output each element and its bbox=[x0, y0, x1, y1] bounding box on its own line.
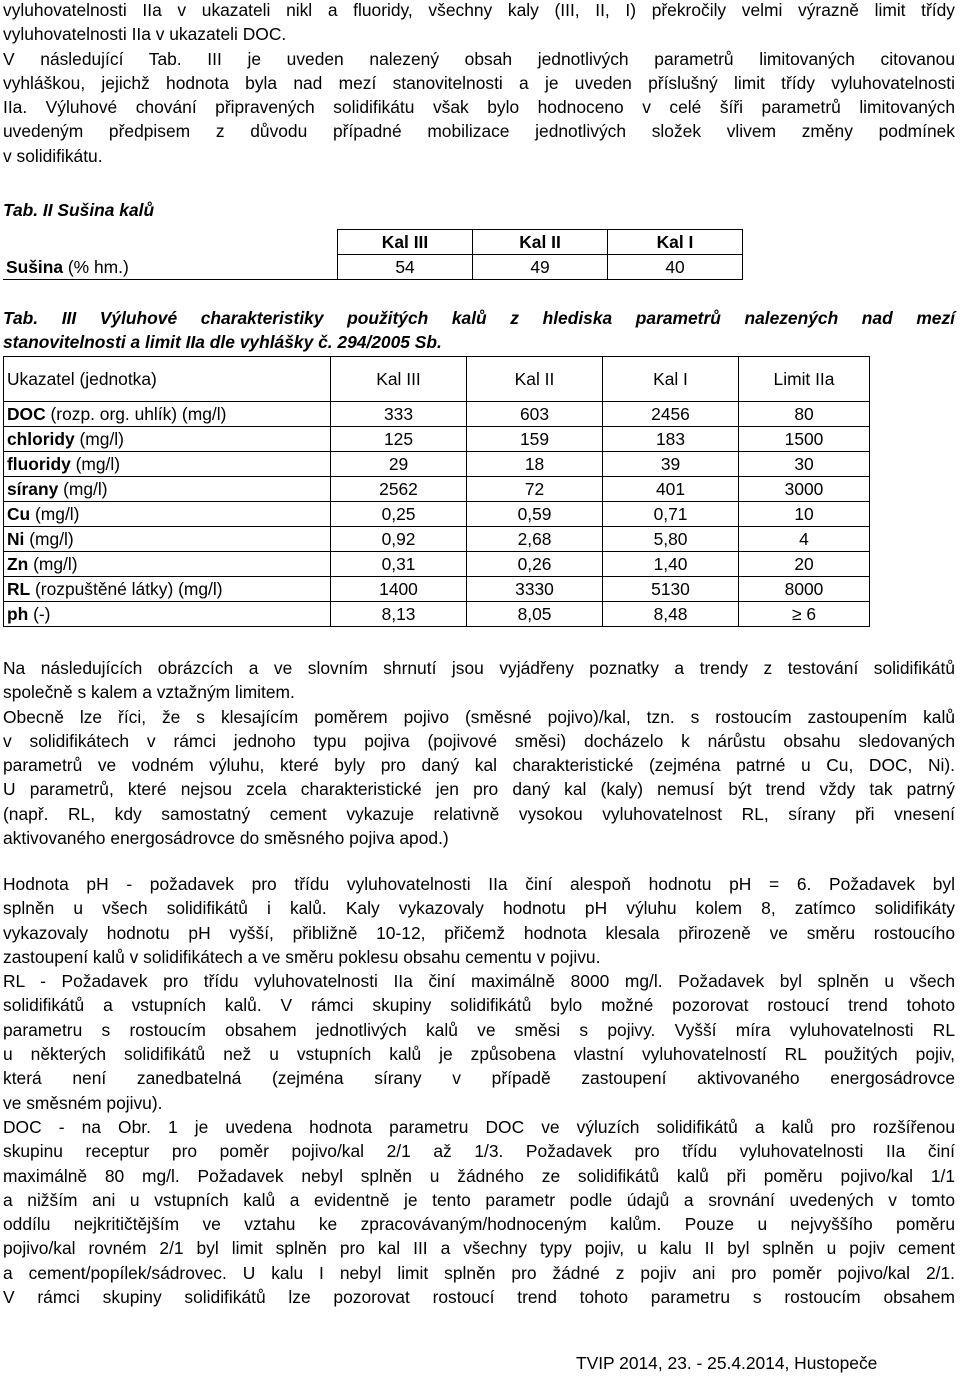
text-line: vyluhovatelnosti IIa v ukazateli DOC. bbox=[3, 24, 287, 45]
text-line: aktivovaného energosádrovce do směsného pojiva apod.) bbox=[3, 828, 449, 849]
text-line: vyhláškou, jejichž hodnota byla nad mezí stanovitelnosti a je uveden příslušný limit třídy vyluhovatelnosti bbox=[3, 72, 955, 93]
text-line: solidifikátů a vstupních kalů. V rámci skupiny solidifikátů bylo možné pozorovat rostoucí trend tohoto bbox=[3, 995, 955, 1016]
text-line: Obecně lze říci, že s klesajícím poměrem pojivo (směsné pojivo)/kal, tzn. s rostoucím zastoupením kalů bbox=[3, 706, 955, 727]
table-row: ph (-) 8,13 8,05 8,48 ≥ 6 bbox=[4, 602, 870, 627]
text-line: DOC - na Obr. 1 je uvedena hodnota parametru DOC ve výluzích solidifikátů a kalů pro rozšířenou bbox=[3, 1116, 955, 1137]
text-line: (např. RL, kdy samostatný cement vykazuje relativně vysokou vyluhovatelnost RL, sírany při vnesení bbox=[3, 803, 955, 824]
table-3-header: Kal III bbox=[331, 357, 467, 402]
text-line: U parametrů, které nejsou zcela charakteristické jen pro daný kal (kaly) nemusí být trend vždy tak patrný bbox=[3, 779, 955, 800]
text-line: v solidifikátu. bbox=[3, 145, 103, 166]
results-paragraph bbox=[3, 872, 955, 1309]
table-row: Ni (mg/l) 0,92 2,68 5,80 4 bbox=[4, 527, 870, 552]
table-3-leaching bbox=[3, 356, 870, 627]
text-line: splněn u všech solidifikátů i kalů. Kaly vykazovaly hodnotu pH výluhu kolem 8, zatímco solidifikáty bbox=[3, 898, 955, 919]
text-line: oddílu nejkritičtějším ve vztahu ke zpracovávaným/hodnoceným kalům. Pouze u nejvyššího poměru bbox=[3, 1214, 955, 1235]
table-2-header: Kal III bbox=[338, 230, 473, 255]
intro-paragraph bbox=[3, 0, 955, 168]
text-line: skupinu receptur pro poměr pojivo/kal 2/1 až 1/3. Požadavek pro třídu vyluhovatelnosti IIa činí bbox=[3, 1141, 955, 1162]
text-line: pojivo/kal rovném 2/1 byl limit splněn pro kal III a všechny typy pojiv, u kalu II byl splněn u pojiv cement bbox=[3, 1238, 955, 1259]
page-footer: TVIP 2014, 23. - 25.4.2014, Hustopeče bbox=[576, 1353, 878, 1373]
table-2-header: Kal I bbox=[608, 230, 743, 255]
text-line: v solidifikátech v rámci jednoho typu pojiva (pojivové směsi) docházelo k nárůstu obsahu sledovaných bbox=[3, 730, 955, 751]
table-2-caption: Tab. II Sušina kalů bbox=[3, 200, 155, 220]
table-3-header: Kal II bbox=[467, 357, 603, 402]
text-line: ve směsném pojivu). bbox=[3, 1092, 163, 1113]
table-2-row-label: Sušina (% hm.) bbox=[3, 255, 338, 280]
table-3-caption: Tab. III Výluhové charakteristiky použitých kalů z hlediska parametrů nalezených nad mezí stanovitelnosti a limit IIa dle vyhlášky č. 294/2005 Sb. bbox=[3, 308, 955, 353]
table-2-corner bbox=[3, 230, 338, 255]
text-line: Na následujících obrázcích a ve slovním shrnutí jsou vyjádřeny poznatky a trendy z testování solidifikátů bbox=[3, 658, 955, 678]
table-3-header: Limit IIa bbox=[739, 357, 870, 402]
text-line: zastoupení kalů v solidifikátech a ve směru poklesu obsahu cementu v pojivu. bbox=[3, 946, 601, 967]
text-line: parametrů ve vodném výluhu, které byly pro daný kal charakteristické (zejména patrné u Cu, DOC, Ni). bbox=[3, 755, 955, 776]
table-row: sírany (mg/l) 2562 72 401 3000 bbox=[4, 477, 870, 502]
text-line: vyluhovatelnosti IIa v ukazateli nikl a fluoridy, všechny kaly (III, II, I) překročily velmi výrazně limit třídy bbox=[3, 0, 955, 20]
text-line: V rámci skupiny solidifikátů lze pozorovat rostoucí trend tohoto parametru s rostoucím obsahem bbox=[3, 1287, 955, 1308]
text-line: parametru s rostoucím obsahem jednotlivých kalů ve směsi s pojivy. Vyšší míra vyluhovatelnosti RL bbox=[3, 1019, 955, 1040]
table-2-header: Kal II bbox=[473, 230, 608, 255]
table-3-header: Ukazatel (jednotka) bbox=[4, 357, 331, 402]
text-line: maximálně 80 mg/l. Požadavek nebyl splněn u žádného ze solidifikátů kalů při poměru pojivo/kal 1/1 bbox=[3, 1165, 955, 1186]
text-line: a nižším ani u vstupních kalů a evidentně je tento parametr podle údajů a srovnání uvedených v tomto bbox=[3, 1189, 955, 1210]
table-row: fluoridy (mg/l) 29 18 39 30 bbox=[4, 452, 870, 477]
text-line: Hodnota pH - požadavek pro třídu vyluhovatelnosti IIa činí alespoň hodnotu pH = 6. Požadavek byl bbox=[3, 874, 955, 894]
text-line: RL - Požadavek pro třídu vyluhovatelnosti IIa činí maximálně 8000 mg/l. Požadavek byl splněn u všech bbox=[3, 971, 955, 992]
table-row: DOC (rozp. org. uhlík) (mg/l) 333 603 2456 80 bbox=[4, 402, 870, 427]
text-line: IIa. Výluhové chování připravených solidifikátu však bylo hodnoceno v celé šíři parametrů limitovaných bbox=[3, 97, 955, 118]
text-line: společně s kalem a vztažným limitem. bbox=[3, 682, 295, 703]
table-2-cell: 49 bbox=[473, 255, 608, 280]
text-line: a cement/popílek/sádrovec. U kalu I nebyl limit splněn pro žádné z pojiv ani pro poměr pojivo/kal 2/1. bbox=[3, 1262, 955, 1283]
table-row: Cu (mg/l) 0,25 0,59 0,71 10 bbox=[4, 502, 870, 527]
text-line: V následující Tab. III je uveden nalezený obsah jednotlivých parametrů limitovaných citovanou bbox=[3, 48, 955, 69]
table-3-header: Kal I bbox=[603, 357, 739, 402]
summary-paragraph bbox=[3, 656, 955, 850]
table-row: RL (rozpuštěné látky) (mg/l) 1400 3330 5130 8000 bbox=[4, 577, 870, 602]
table-row: Zn (mg/l) 0,31 0,26 1,40 20 bbox=[4, 552, 870, 577]
table-2-cell: 40 bbox=[608, 255, 743, 280]
text-line: vykazovaly hodnotu pH vyšší, přibližně 10-12, přičemž hodnota klesala přirozeně ve směru rostoucího bbox=[3, 922, 955, 943]
text-line: uvedeným předpisem z důvodu případné mobilizace jednotlivých složek vlivem změny podmínek bbox=[3, 121, 955, 142]
table-2-cell: 54 bbox=[338, 255, 473, 280]
text-line: u některých solidifikátů než u vstupních kalů je způsobena vlastní vyluhovatelností RL použitých pojiv, bbox=[3, 1044, 955, 1065]
table-2-dry-matter bbox=[3, 229, 743, 280]
table-row: chloridy (mg/l) 125 159 183 1500 bbox=[4, 427, 870, 452]
text-line: která není zanedbatelná (zejména sírany v případě zastoupení aktivovaného energosádrovce bbox=[3, 1068, 955, 1089]
